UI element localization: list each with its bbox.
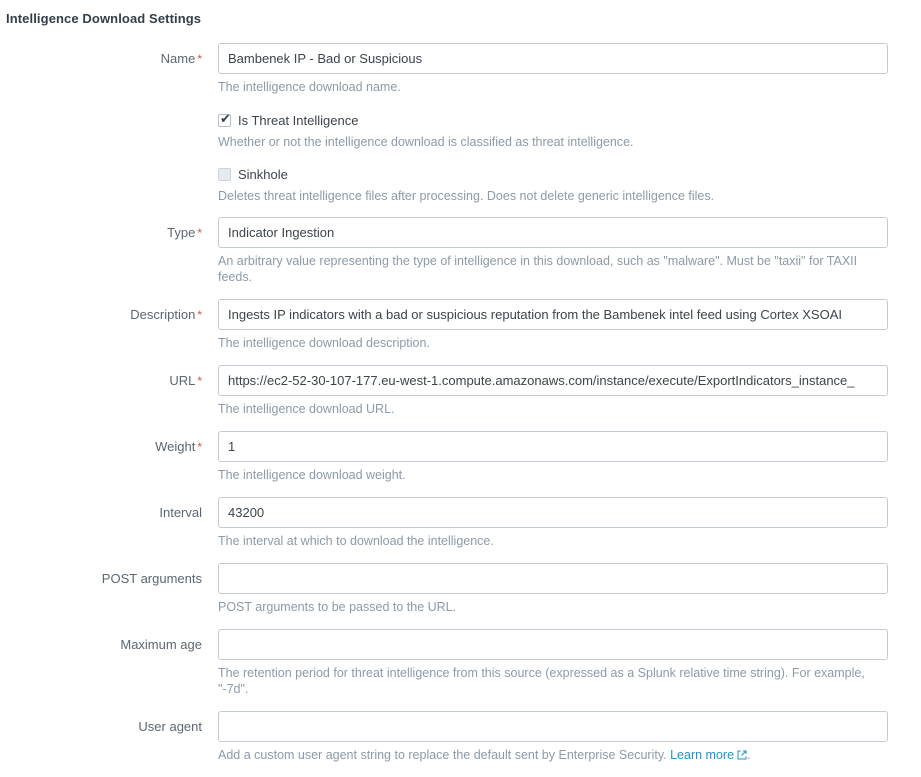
form-field-post-arguments <box>218 563 921 629</box>
post-arguments-input[interactable] <box>218 563 888 594</box>
form-label-spacer-sinkhole <box>0 163 218 170</box>
label-text-description: Description <box>130 307 196 322</box>
required-marker-weight: * <box>197 440 202 454</box>
learn-more-link[interactable]: Learn more <box>670 748 735 762</box>
form-row-url <box>0 365 921 431</box>
form-label-description <box>0 299 218 324</box>
label-text-interval: Interval <box>159 505 202 520</box>
interval-input[interactable] <box>218 497 888 528</box>
form-label-type <box>0 217 218 242</box>
help-text-url: The intelligence download URL. <box>218 402 395 416</box>
required-marker-url: * <box>197 374 202 388</box>
help-text-user-agent <box>218 747 890 763</box>
checkbox-row-is-threat-intelligence[interactable] <box>218 111 921 130</box>
help-text-type: An arbitrary value representing the type of intelligence in this download, such as "malware". Must be "taxii" for TAXII feeds. <box>218 254 858 284</box>
form-row-type <box>0 217 921 299</box>
page-title: Intelligence Download Settings <box>6 11 202 26</box>
form-label-weight <box>0 431 218 456</box>
help-text-name: The intelligence download name. <box>218 80 401 94</box>
label-text-user-agent: User agent <box>138 719 202 734</box>
form-label-user-agent <box>0 711 218 735</box>
form-row-weight <box>0 431 921 497</box>
form-field-type <box>218 217 921 299</box>
form-label-interval <box>0 497 218 521</box>
form-field-maximum-age <box>218 629 921 711</box>
user-agent-input[interactable] <box>218 711 888 742</box>
label-text-post-arguments: POST arguments <box>101 571 202 586</box>
checkbox-label-sinkhole[interactable]: Sinkhole <box>238 167 288 182</box>
form-row-user-agent <box>0 711 921 777</box>
help-text-suffix-user-agent: . <box>747 748 751 762</box>
required-marker-description: * <box>197 308 202 322</box>
checkbox-is-threat-intelligence[interactable] <box>218 111 231 127</box>
form-label-spacer-is-threat-intelligence <box>0 109 218 116</box>
type-input[interactable] <box>218 217 888 248</box>
form-label-post-arguments <box>0 563 218 587</box>
help-text-is-threat-intelligence: Whether or not the intelligence download is classified as threat intelligence. <box>218 135 634 149</box>
help-text-weight: The intelligence download weight. <box>218 468 406 482</box>
form-row-description <box>0 299 921 365</box>
name-input[interactable] <box>218 43 888 74</box>
form-field-url <box>218 365 921 431</box>
form-row-name <box>0 43 921 109</box>
help-text-maximum-age: The retention period for threat intelligence from this source (expressed as a Splunk relative time string). For example, "-7d". <box>218 666 865 696</box>
maximum-age-input[interactable] <box>218 629 888 660</box>
required-marker-type: * <box>197 226 202 240</box>
form-field-description <box>218 299 921 365</box>
url-input[interactable] <box>218 365 888 396</box>
form-row-is-threat-intelligence <box>0 109 921 163</box>
external-link-icon[interactable] <box>737 750 747 760</box>
help-text-description: The intelligence download description. <box>218 336 430 350</box>
form-field-is-threat-intelligence <box>218 109 921 163</box>
label-text-maximum-age: Maximum age <box>120 637 202 652</box>
form-field-user-agent <box>218 711 921 777</box>
form-field-name <box>218 43 921 109</box>
checkbox-label-is-threat-intelligence[interactable]: Is Threat Intelligence <box>238 113 359 128</box>
form-row-sinkhole <box>0 163 921 217</box>
form-row-interval <box>0 497 921 563</box>
form-label-name <box>0 43 218 68</box>
label-text-type: Type <box>167 225 196 240</box>
help-text-interval: The interval at which to download the intelligence. <box>218 534 494 548</box>
form-row-post-arguments <box>0 563 921 629</box>
settings-form <box>0 43 921 777</box>
help-text-prefix-user-agent: Add a custom user agent string to replace the default sent by Enterprise Security. <box>218 748 671 762</box>
checkmark-icon: ✔ <box>220 111 231 126</box>
label-text-name: Name <box>160 51 196 66</box>
description-input[interactable] <box>218 299 888 330</box>
form-field-sinkhole <box>218 163 921 217</box>
form-row-maximum-age <box>0 629 921 711</box>
help-text-post-arguments: POST arguments to be passed to the URL. <box>218 600 457 614</box>
label-text-weight: Weight <box>155 439 196 454</box>
checkbox-row-sinkhole[interactable] <box>218 165 921 184</box>
required-marker-name: * <box>197 52 202 66</box>
label-text-url: URL <box>169 373 196 388</box>
help-text-sinkhole: Deletes threat intelligence files after processing. Does not delete generic intelligence files. <box>218 189 715 203</box>
checkbox-sinkhole[interactable] <box>218 168 231 181</box>
form-field-interval <box>218 497 921 563</box>
form-label-url <box>0 365 218 390</box>
weight-input[interactable] <box>218 431 888 462</box>
form-label-maximum-age <box>0 629 218 653</box>
form-field-weight <box>218 431 921 497</box>
